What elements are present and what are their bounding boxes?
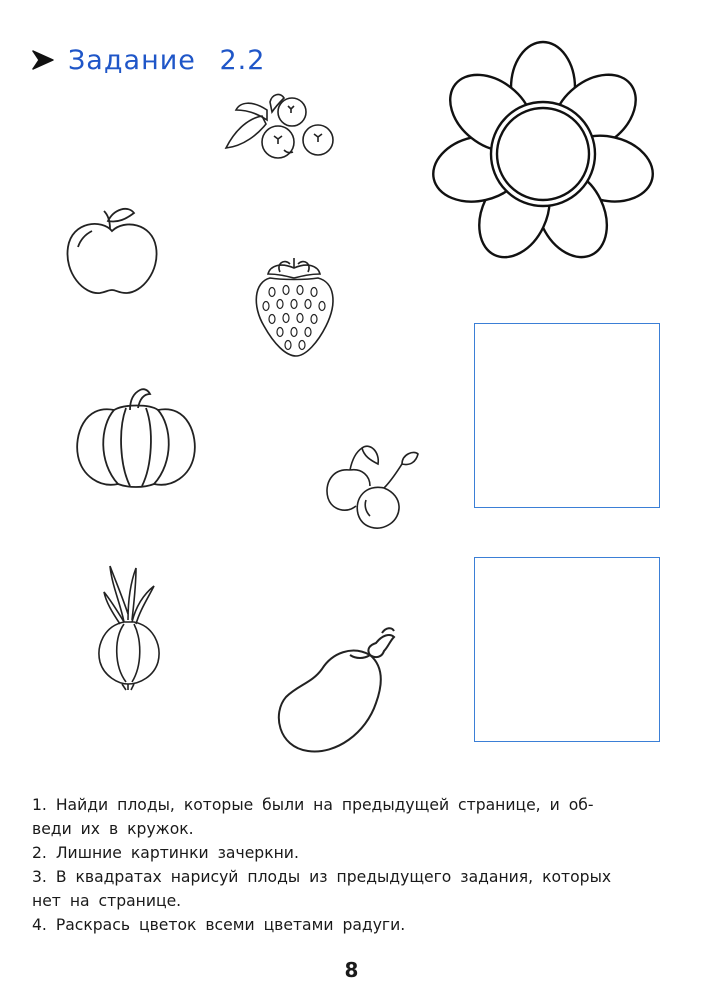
drawing-square-1[interactable]	[474, 323, 660, 508]
onion-icon[interactable]	[94, 562, 164, 690]
task-header	[30, 40, 265, 80]
instruction-3: 3. В квадратах нарисуй плоды из предыдущего задания, которых	[32, 868, 612, 886]
strawberry-icon[interactable]	[250, 256, 340, 358]
blueberries-icon[interactable]	[222, 92, 342, 162]
apple-icon[interactable]	[62, 205, 162, 297]
eggplant-icon[interactable]	[272, 623, 400, 755]
plums-icon[interactable]	[322, 440, 422, 532]
drawing-square-2[interactable]	[474, 557, 660, 742]
instruction-1: 1. Найди плоды, которые были на предыдущей странице, и об-	[32, 796, 594, 814]
task-title: Задание 2.2	[68, 44, 266, 76]
flower-icon[interactable]	[423, 42, 663, 272]
pumpkin-icon[interactable]	[74, 386, 198, 490]
page-number: 8	[344, 958, 359, 982]
instruction-3-continued: нет на странице.	[32, 892, 182, 910]
instruction-2: 2. Лишние картинки зачеркни.	[32, 844, 299, 862]
arrowhead-icon	[30, 47, 56, 73]
instructions	[32, 793, 660, 937]
instruction-1-continued: веди их в кружок.	[32, 820, 194, 838]
instruction-4: 4. Раскрась цветок всеми цветами радуги.	[32, 916, 406, 934]
